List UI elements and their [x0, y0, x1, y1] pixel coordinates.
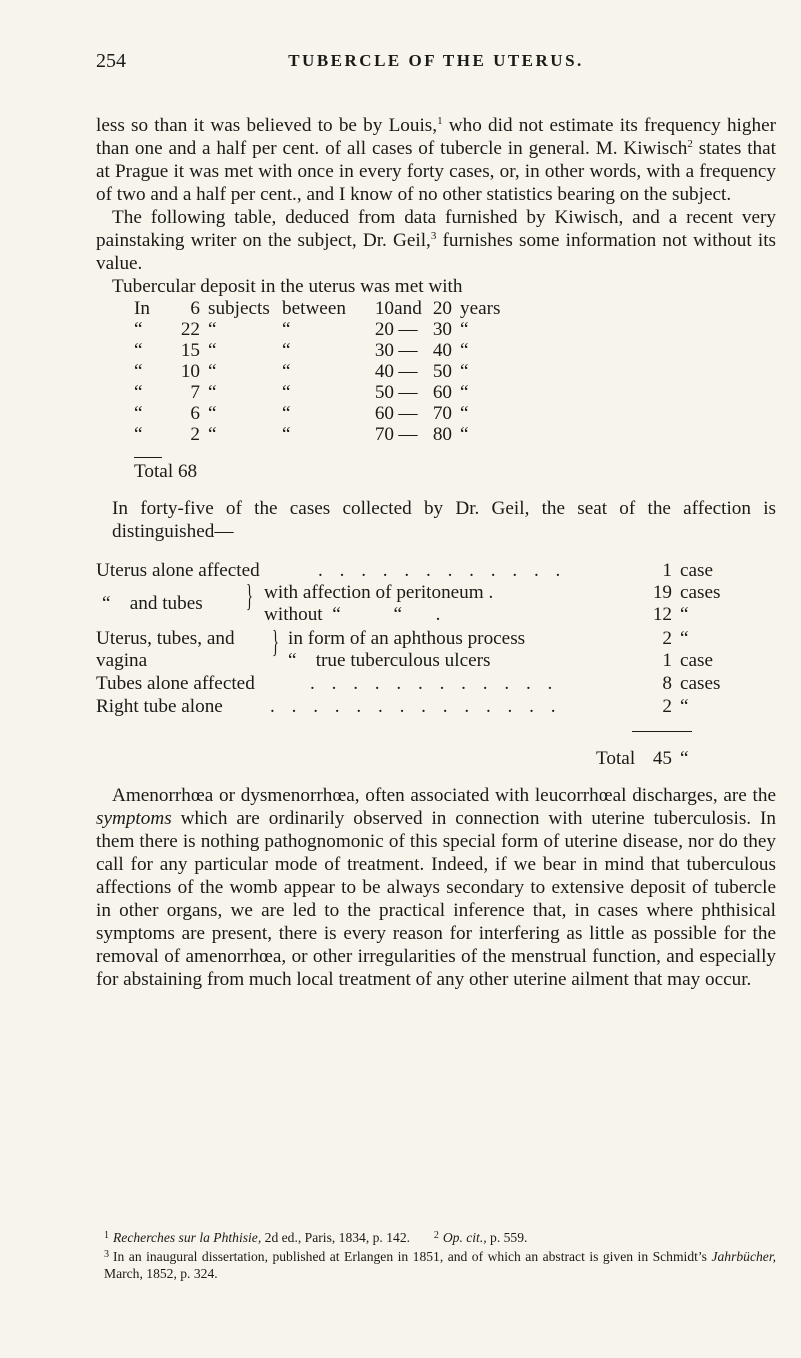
- age-prefix: “: [134, 361, 143, 382]
- age-from: 30: [374, 340, 394, 361]
- page-header: [96, 50, 776, 76]
- age-count: 6: [190, 403, 200, 424]
- age-unit: “: [208, 340, 217, 361]
- age-to: 30: [432, 319, 452, 340]
- age-unit: “: [208, 361, 217, 382]
- age-from: 40: [374, 361, 394, 382]
- age-suffix: “: [460, 424, 469, 445]
- age-count: 10: [180, 361, 200, 382]
- age-unit: “: [208, 382, 217, 403]
- age-to: 20: [432, 298, 452, 319]
- brace-right: }: [246, 577, 253, 613]
- paragraph-frequency: less so than it was believed to be by Louis,$^1$ who did not estimate its frequency higher than one and a half per cent. of all cases of tubercle in general. M. Kiwisch$^2$ states that at Prague it was met with once in every forty cases, or, in other words, with a frequency of two and a half per cent., and I know of no other statistics bearing on the subject.: [96, 115, 776, 205]
- age-suffix: “: [460, 340, 469, 361]
- age-table-row: [134, 424, 776, 445]
- age-table-row: [134, 403, 776, 424]
- age-count: 7: [190, 382, 200, 403]
- cases-row-without: without “ “ . 12 “: [264, 604, 689, 625]
- age-from: 60: [374, 403, 394, 424]
- age-unit: subjects: [208, 298, 270, 319]
- age-table-row: [134, 340, 776, 361]
- age-table-row: [134, 298, 776, 319]
- footnotes: [96, 1227, 776, 1282]
- running-title: TUBERCLE OF THE UTERUS.: [288, 51, 584, 70]
- page-number: 254: [96, 50, 126, 72]
- age-total-rule: [134, 457, 162, 458]
- cases-row-uterus-tubes-vagina: Uterus, tubes, and } in form of an aphthous process 2 “: [96, 623, 689, 659]
- cases-row-and-tubes: “ and tubes } with affection of peritoneum . 19 cases: [102, 577, 721, 614]
- cases-row-tubes-alone: Tubes alone affected . . . . . . . . . . . . 8 cases: [96, 673, 721, 694]
- cases-row-right-tube: Right tube alone . . . . . . . . . . . . . . 2 “: [96, 696, 689, 717]
- age-between: “: [282, 382, 291, 403]
- age-to: 70: [432, 403, 452, 424]
- footnote-ref-3: 3: [430, 230, 437, 242]
- cases-row-vagina: vagina “ true tuberculous ulcers 1 case: [96, 650, 714, 671]
- paragraph-table-intro: The following table, deduced from data furnished by Kiwisch, and a recent very painstaking writer on the subject, Dr. Geil,$^3$ furnishes some information not without its value.: [96, 207, 776, 274]
- age-between: “: [282, 361, 291, 382]
- age-prefix: “: [134, 319, 143, 340]
- cases-total-rule: [632, 731, 692, 732]
- age-table-row: [134, 361, 776, 382]
- age-to: 60: [432, 382, 452, 403]
- age-sep: —: [398, 319, 418, 340]
- age-sep: —: [398, 382, 418, 403]
- age-count: 2: [190, 424, 200, 445]
- age-between: “: [282, 403, 291, 424]
- age-sep: —: [398, 361, 418, 382]
- age-count: 15: [180, 340, 200, 361]
- age-prefix: “: [134, 382, 143, 403]
- paragraph-symptoms: Amenorrhœa or dysmenorrhœa, often associated with leucorrhœal discharges, are the symptoms which are ordinarily observed in connection with uterine tuberculosis. In them there is nothing pathognomonic of this special form of uterine disease, nor do they call for any particular mode of treatment. Indeed, if we bear in mind that tuberculous affections of the womb appear to be always secondary to extensive deposit of tubercle in other organs, we are led to the practical inference that, in cases where phthisical symptoms are present, there is every reason for interfering as little as possible for the removal of amenorrhœa, or other irregularities of the menstrual function, and especially for abstaining from much local treatment of any other uterine ailment that may occur.: [96, 785, 776, 990]
- page-body: [96, 114, 776, 991]
- footnote-ref-2: 2: [687, 138, 693, 150]
- age-table-row: [134, 382, 776, 403]
- age-table: [134, 298, 776, 445]
- age-between: “: [282, 424, 291, 445]
- cases-intro: In forty-five of the cases collected by Dr. Geil, the seat of the affection is distinguished—: [112, 498, 776, 542]
- age-sep: —: [398, 340, 418, 361]
- brace-right: }: [272, 623, 279, 659]
- age-between: “: [282, 340, 291, 361]
- age-sep: and: [394, 298, 422, 319]
- age-between: between: [282, 298, 346, 319]
- age-to: 50: [432, 361, 452, 382]
- age-from: 50: [374, 382, 394, 403]
- age-count: 22: [180, 319, 200, 340]
- age-total: Total 68: [134, 461, 198, 482]
- footnote-3: $^3$ In an inaugural dissertation, published at Erlangen in 1851, and of which an abstract is given in Schmidt’s Jahrbücher, March, 1852, p. 324.: [104, 1249, 776, 1281]
- age-suffix: “: [460, 382, 469, 403]
- age-unit: “: [208, 424, 217, 445]
- age-table-lead: Tubercular deposit in the uterus was met with: [112, 276, 463, 297]
- age-from: 70: [374, 424, 394, 445]
- age-prefix: “: [134, 424, 143, 445]
- cases-row-uterus-alone: Uterus alone affected . . . . . . . . . . . . 1 case: [96, 560, 714, 581]
- age-sep: —: [398, 424, 418, 445]
- age-suffix: “: [460, 361, 469, 382]
- age-suffix: “: [460, 319, 469, 340]
- age-between: “: [282, 319, 291, 340]
- age-prefix: In: [134, 298, 150, 319]
- age-from: 20: [374, 319, 394, 340]
- cases-table: [96, 553, 776, 778]
- age-prefix: “: [134, 403, 143, 424]
- age-to: 40: [432, 340, 452, 361]
- footnote-1: $^1$ Recherches sur la Phthisie, 2d ed., Paris, 1834, p. 142. $^2$ Op. cit., p. 559.: [104, 1230, 528, 1245]
- age-to: 80: [432, 424, 452, 445]
- age-unit: “: [208, 403, 217, 424]
- age-prefix: “: [134, 340, 143, 361]
- age-from: 10: [374, 298, 394, 319]
- age-suffix: “: [460, 403, 469, 424]
- age-suffix: years: [460, 298, 501, 319]
- footnote-ref-1: 1: [437, 115, 443, 127]
- age-sep: —: [398, 403, 418, 424]
- age-count: 6: [190, 298, 200, 319]
- age-unit: “: [208, 319, 217, 340]
- cases-row-total: Total 45 “: [596, 748, 689, 769]
- age-table-row: [134, 319, 776, 340]
